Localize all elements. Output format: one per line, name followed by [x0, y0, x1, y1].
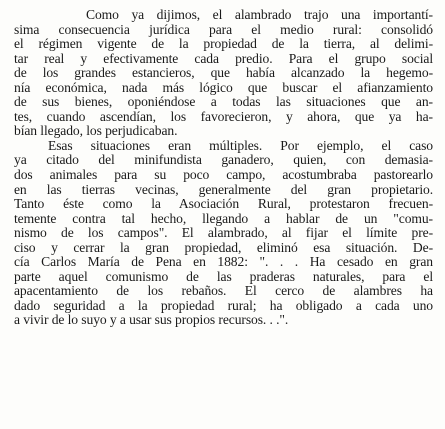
text-line: el régimen vigente de la propiedad de la tierra, al delimi-	[14, 36, 433, 52]
text-line: ya citado del minifundista ganadero, quien, con demasia-	[14, 152, 433, 168]
text-line: parte aquel comunismo de las praderas naturales, para el	[14, 268, 433, 284]
text-line: nía económica, nada más lógico que buscar el afianzamiento	[14, 79, 433, 95]
text-line: ciso y cerrar la gran propiedad, eliminó esa situación. De-	[14, 239, 433, 255]
text-line: Como ya dijimos, el alambrado trajo una importantí-	[86, 7, 433, 22]
text-line: apacentamiento de los rebaños. El cerco de alambres ha	[14, 283, 433, 299]
text-line: en las tierras vecinas, generalmente del gran propietario.	[14, 181, 433, 197]
text-line: de sus bienes, oponiéndose a todas las situaciones que an-	[14, 94, 433, 110]
text-line: tes, cuando ascendían, los favorecieron, y ahora, que ya ha-	[14, 108, 433, 124]
text-line: temente contra tal hecho, llegando a hablar de un "comu-	[14, 210, 433, 226]
text-line: dado seguridad a la propiedad rural; ha obligado a cada uno	[14, 297, 433, 313]
body-text	[14, 8, 433, 328]
text-line: bían llegado, los perjudicaban.	[14, 123, 178, 139]
text-line: dos animales para su poco campo, acostumbraba pastorearlo	[14, 167, 433, 183]
text-line: Esas situaciones eran múltiples. Por ejemplo, el caso	[48, 137, 433, 153]
text-line: a vivir de lo suyo y a usar sus propios recursos. . .".	[14, 312, 289, 328]
text-line: tar real y efectivamente cada predio. Para el grupo social	[14, 50, 433, 66]
text-line: cía Carlos María de Pena en 1882: ". . . Ha cesado en gran	[14, 254, 433, 270]
paragraph-1	[14, 8, 433, 139]
text-line: nismo de los campos". El alambrado, al fijar el límite pre-	[14, 225, 433, 241]
paragraph-2	[14, 139, 433, 328]
text-line: sima consecuencia jurídica para el medio rural: consolidó	[14, 21, 433, 37]
text-line: Tanto éste como la Asociación Rural, protestaron frecuen-	[14, 196, 433, 212]
text-line: de los grandes estancieros, que había alcanzado la hegemo-	[14, 65, 433, 81]
